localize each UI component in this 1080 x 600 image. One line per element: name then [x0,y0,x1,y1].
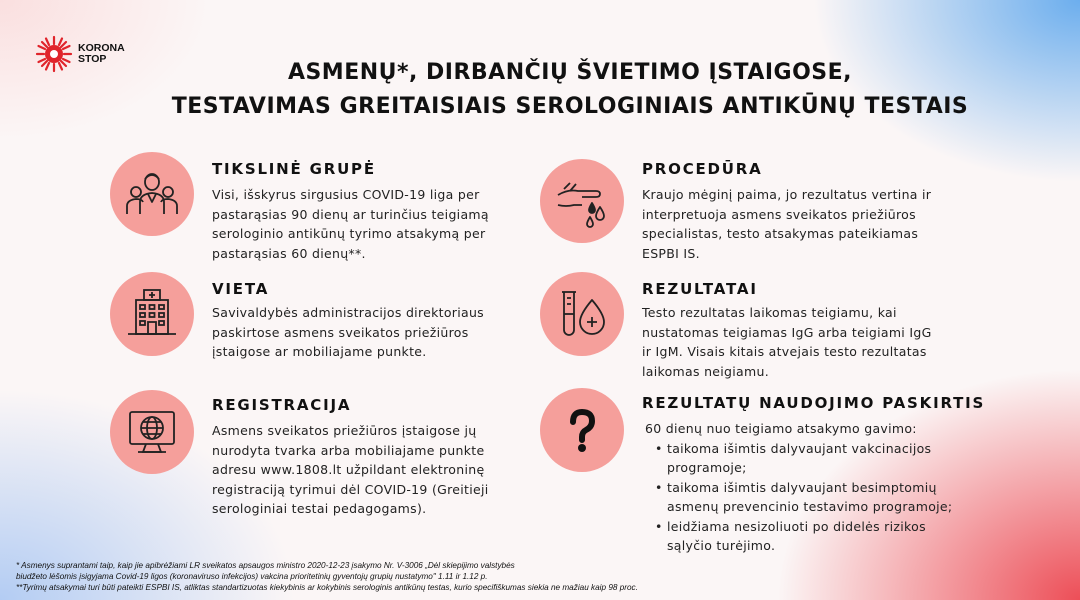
text-line: Kraujo mėginį paima, jo rezultatus vertina ir [642,187,932,202]
logo-line-2: STOP [78,53,107,65]
text-line: nustatomas teigiamas IgG arba teigiami IgG [642,324,932,340]
text-line: Asmens sveikatos priežiūros įstaigose jų [212,423,477,438]
test-tube-blood-drop-icon [552,284,612,344]
text-line: įstaigose ar mobiliajame punkte. [212,344,427,359]
virus-logo-icon [34,34,74,74]
results-title: REZULTATAI [642,280,758,298]
text-line: specialistas, testo atsakymas pateikiamas [642,226,919,241]
footnote-line: **Tyrimų atsakymai turi būti pateikti ESPBI IS, atliktas standartizuotas kiekybinis ar kokybinis serologinis antikūnų testas, kurio specifiškumas siekia ne mažiau kaip 98 proc. [16,583,638,592]
question-mark-icon [552,400,612,460]
text-line: pastarąsias 60 dienų**. [212,245,366,261]
footnotes [16,560,776,593]
text-line: laikomas neigiamu. [642,363,769,379]
text-line: adresu www.1808.lt užpildant elektroninę [212,462,485,477]
results-text [642,303,972,381]
globe-monitor-icon [122,402,182,462]
text-line: Savivaldybės administracijos direktoriaus [212,305,484,320]
text-line: paskirtose asmens sveikatos priežiūros [212,324,469,340]
text-line: sąlyčio turėjimo. [667,538,776,553]
text-line: • taikoma išimtis dalyvaujant besimptomių [667,479,937,495]
place-text [212,303,532,362]
title-line-2: TESTAVIMAS GREITAISIAIS SEROLOGINIAIS ANTIKŪNŲ TESTAIS [171,94,969,119]
results-icon-circle [540,272,624,356]
logo-line-1: KORONA [78,42,125,54]
place-title: VIETA [212,280,270,298]
text-line: Testo rezultatas laikomas teigiamu, kai [642,305,897,320]
procedure-text [642,185,972,263]
registration-icon-circle [110,390,194,474]
finger-blood-drop-icon [552,171,612,231]
text-line: programoje; [667,460,747,475]
footnote-line: * Asmenys suprantami taip, kaip jie apibrėžiami LR sveikatos apsaugos ministro 2020-12-23 įsakymo Nr. V-3006 „Dėl skiepijimo valstybės [16,561,515,570]
registration-text [212,421,532,519]
text-line: interpretuoja asmens sveikatos priežiūros [642,206,916,222]
text-line: asmenų prevencinio testavimo programoje; [667,499,953,514]
text-line: ir IgM. Visais kitais atvejais testo rezultatas [642,344,927,359]
target-group-icon-circle [110,152,194,236]
text-line: nurodyta tvarka arba mobiliajame punkte [212,442,485,458]
page-title [120,56,1020,124]
korona-stop-logo [34,34,125,74]
people-group-icon [122,164,182,224]
target-group-text [212,185,532,263]
hospital-building-icon [122,284,182,344]
title-line-1: ASMENŲ*, DIRBANČIŲ ŠVIETIMO ĮSTAIGOSE, [287,60,853,85]
text-line: • taikoma išimtis dalyvaujant vakcinacijos [667,440,932,456]
text-line: Visi, išskyrus sirgusius COVID-19 liga per [212,187,480,202]
procedure-title: PROCEDŪRA [642,160,763,178]
text-line: serologinio antikūnų tyrimo atsakymą per [212,226,486,241]
usage-intro: 60 dienų nuo teigiamo atsakymo gavimo: [645,421,917,436]
list-item [645,517,985,556]
target-group-title: TIKSLINĖ GRUPĖ [212,160,376,178]
text-line: ESPBI IS. [642,245,700,261]
text-line: pastarąsias 90 dienų ar turinčius teigiamą [212,206,489,222]
registration-title: REGISTRACIJA [212,396,352,414]
usage-icon-circle [540,388,624,472]
place-icon-circle [110,272,194,356]
usage-list [645,439,985,556]
usage-title: REZULTATŲ NAUDOJIMO PASKIRTIS [642,394,986,412]
logo-text [78,43,125,65]
procedure-icon-circle [540,159,624,243]
list-item [645,439,985,478]
usage-text [645,419,985,556]
text-line: registraciją tyrimui dėl COVID-19 (Greitieji [212,481,489,497]
list-item [645,478,985,517]
text-line: • leidžiama nesizoliuoti po didelės rizikos [667,518,926,534]
text-line: serologiniai testai pedagogams). [212,501,427,516]
footnote-line: biudžeto lėšomis įsigyjama Covid-19 ligos (koronaviruso infekcijos) vakcina prioritetinių gyventojų grupių nustatymo" 1.11 ir 1.12 p. [16,572,488,581]
